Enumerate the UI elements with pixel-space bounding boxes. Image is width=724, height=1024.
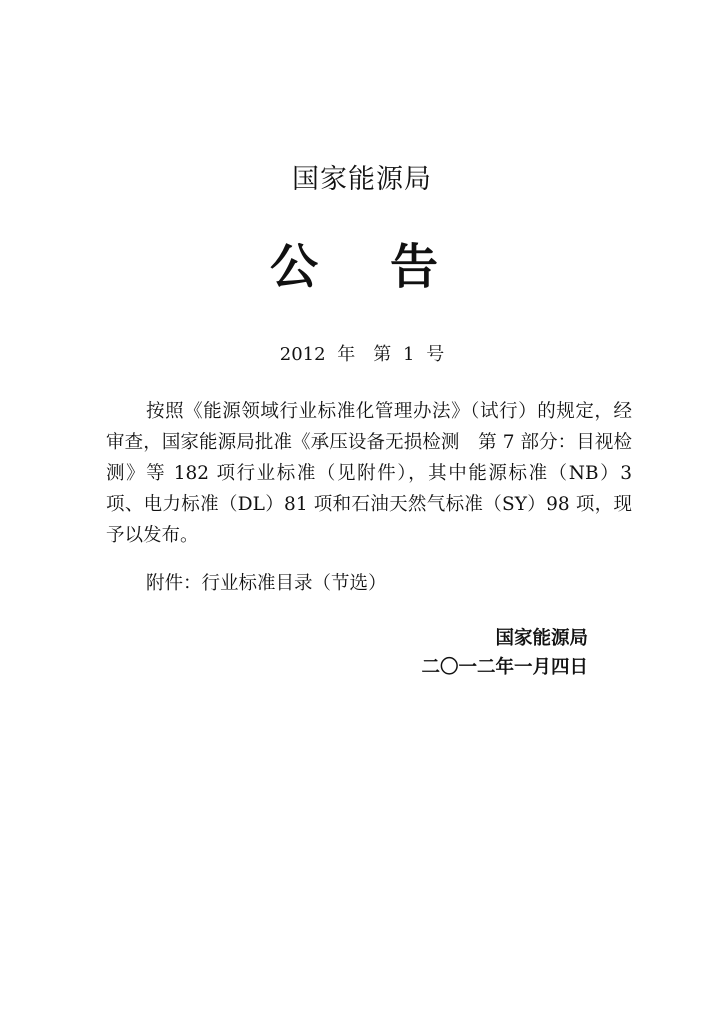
attachment-line: 附件：行业标准目录（节选）	[146, 573, 387, 594]
document-number: 2012 年 第 1 号	[279, 344, 445, 365]
signer-name: 国家能源局	[495, 628, 588, 649]
issue-date: 二〇一二年一月四日	[421, 657, 588, 678]
title-char-gao: 告	[390, 239, 439, 295]
title-char-gong: 公	[270, 239, 319, 295]
document-title	[270, 228, 470, 295]
body-paragraph: 按照《能源领域行业标准化管理办法》（试行）的规定，经审查，国家能源局批准《承压设备无损检测 第 7 部分：目视检测》等 182 项行业标准（见附件），其中能源标准（NB）3 项、电力标准（DL）81 项和石油天然气标准（SY）98 项，现予以发布。	[106, 401, 632, 546]
issuer-heading: 国家能源局	[292, 164, 432, 195]
